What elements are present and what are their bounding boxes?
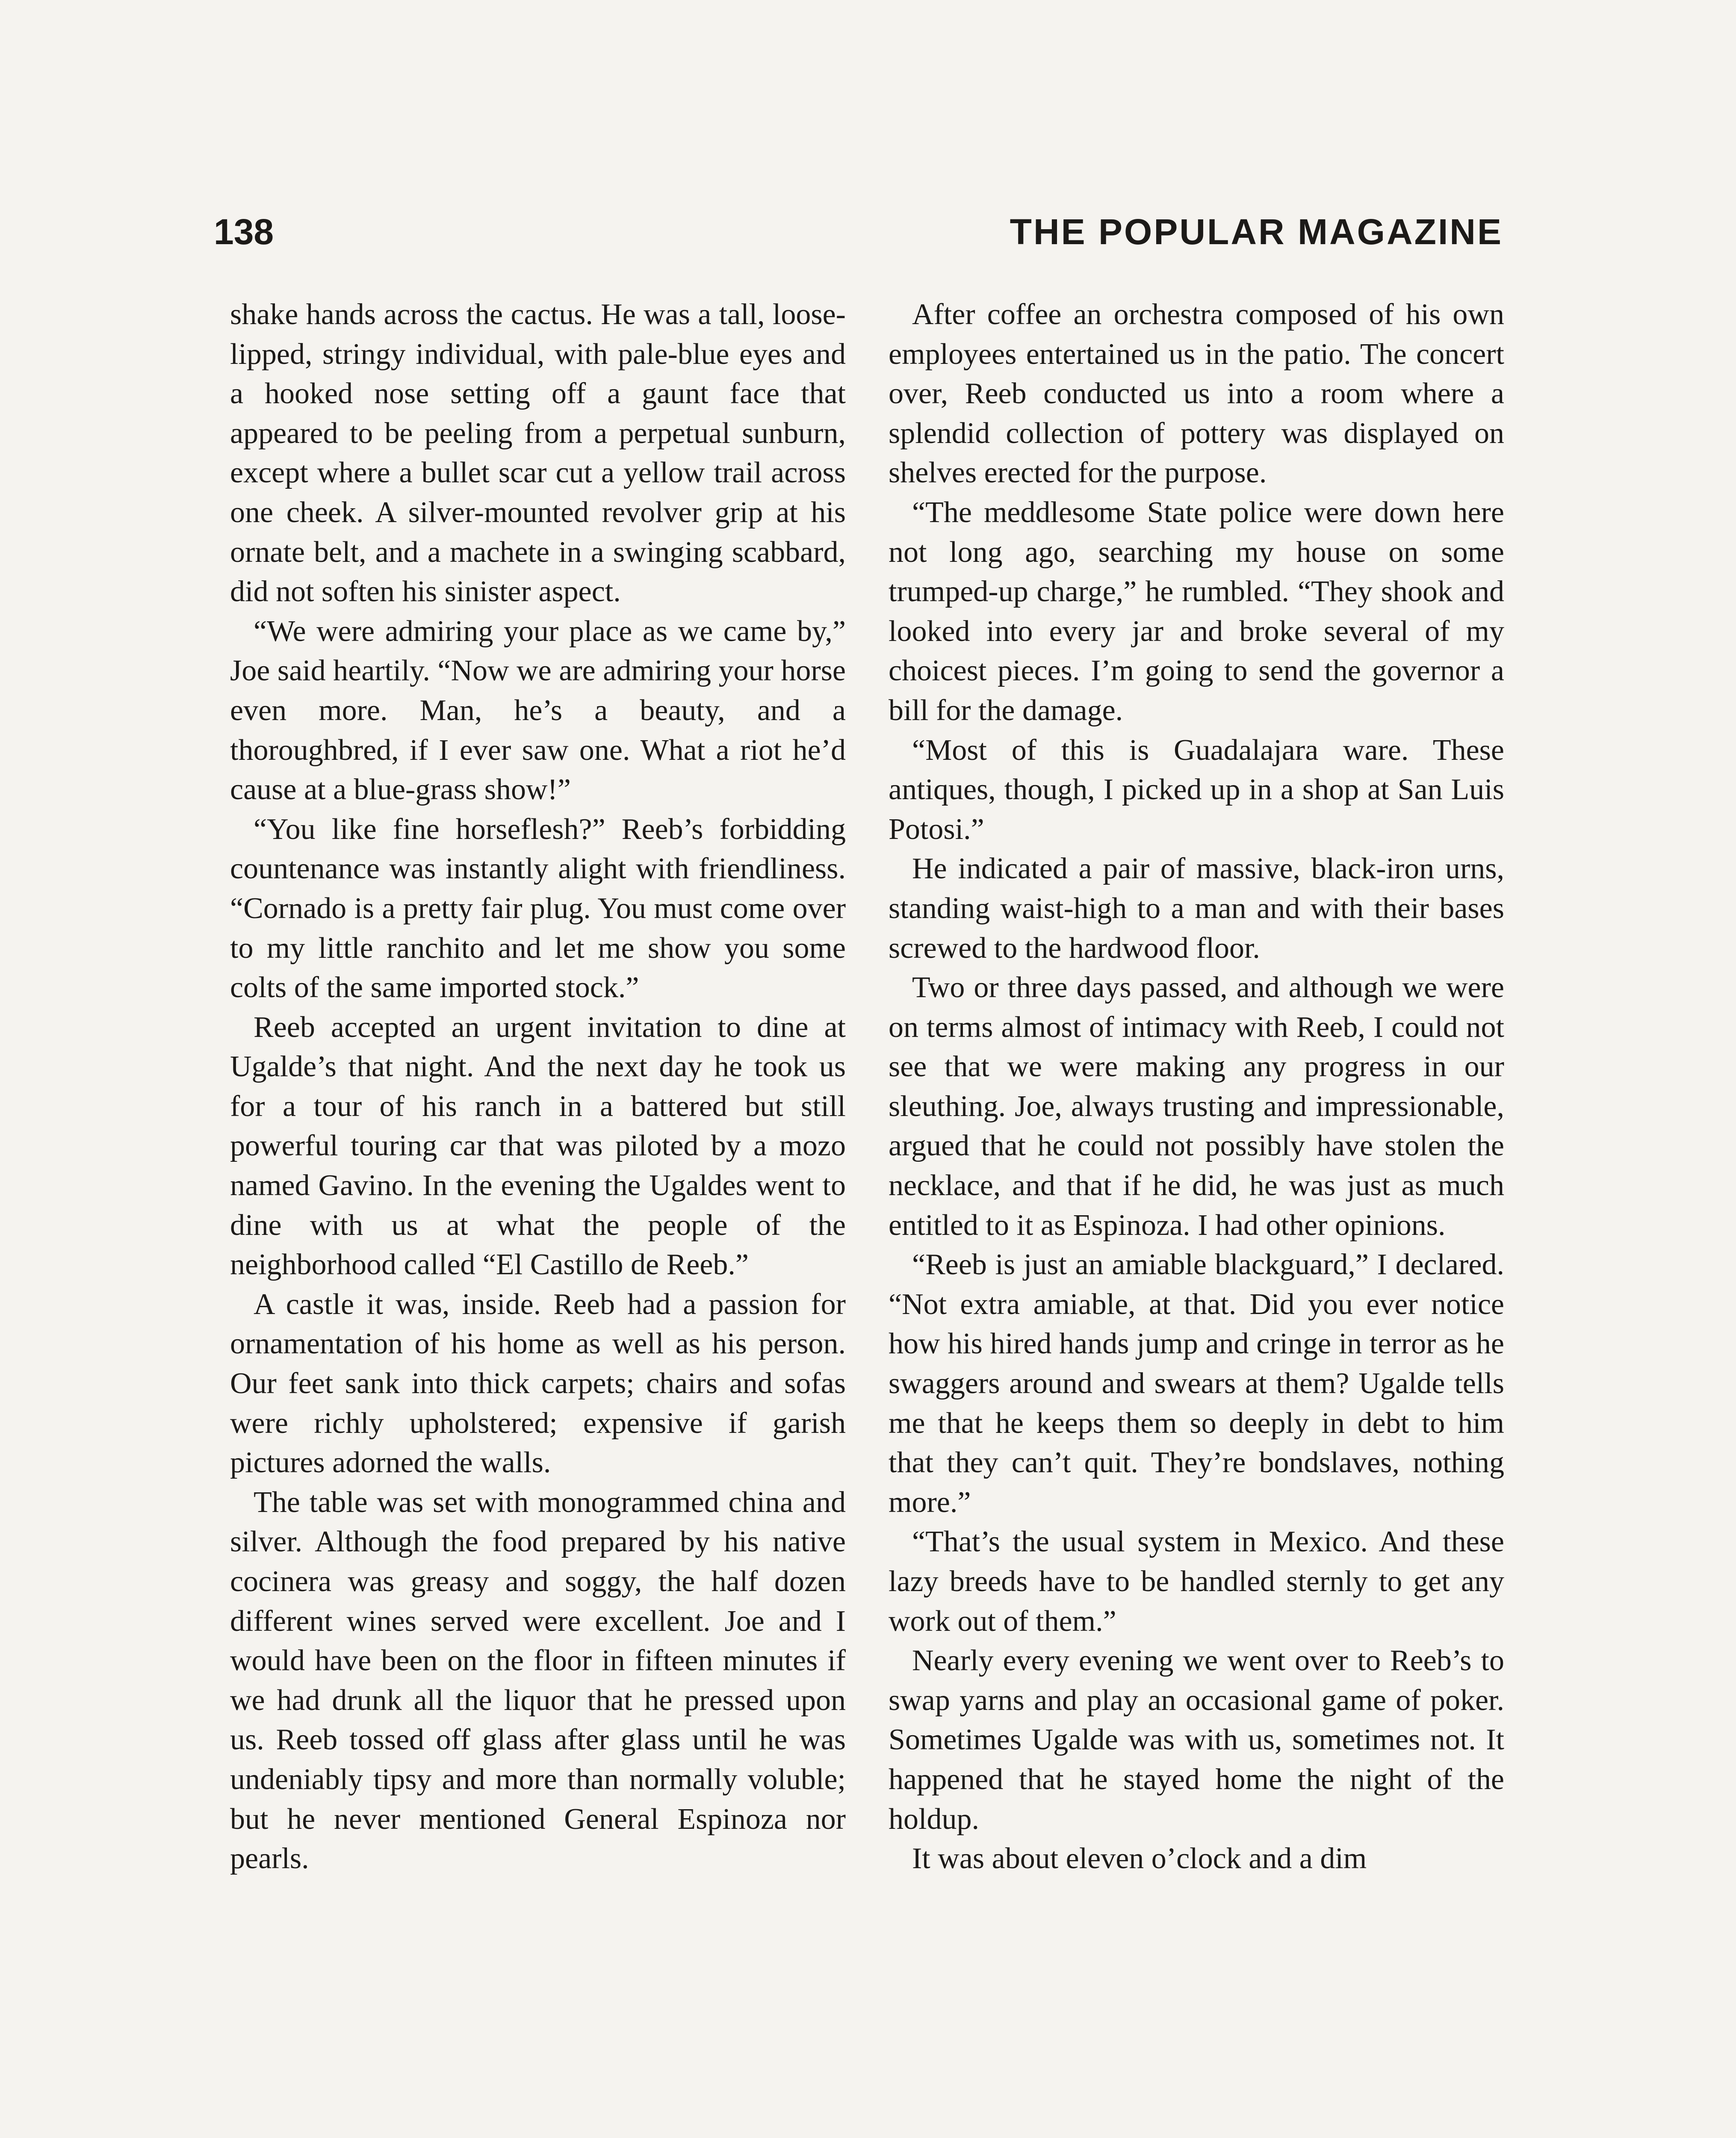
paragraph: shake hands across the cactus. He was a tall, loose-lipped, stringy individual, with pale-blue eyes and a hooked nose setting off a gaunt face that appeared to be peeling from a perpetual sunburn, except where a bullet scar cut a yellow trail across one cheek. A silver-mounted revolver grip at his ornate belt, and a machete in a swinging scabbard, did not soften his sinister aspect. (230, 298, 846, 608)
right-text-column (889, 295, 1504, 1879)
paragraph: Two or three days passed, and although we were on terms almost of intimacy with Reeb, I could not see that we were making any progress in our sleuthing. Joe, always trusting and impressionable, argued that he could not possibly have stolen the necklace, and that if he did, he was just as much entitled to it as Espinoza. I had other opinions. (889, 971, 1504, 1242)
paragraph: “That’s the usual system in Mexico. And these lazy breeds have to be handled sternly to get any work out of them.” (889, 1525, 1504, 1638)
paragraph: “You like fine horseflesh?” Reeb’s forbidding countenance was instantly alight with friendliness. “Cornado is a pretty fair plug. You must come over to my little ranchito and let me show you some colts of the same imported stock.” (230, 812, 846, 1004)
paragraph: “The meddlesome State police were down here not long ago, searching my house on some trumped-up charge,” he rumbled. “They shook and looked into every jar and broke several of my choicest pieces. I’m going to send the governor a bill for the damage. (889, 496, 1504, 727)
left-text-column (230, 295, 846, 1879)
paragraph: A castle it was, inside. Reeb had a passion for ornamentation of his home as well as his person. Our feet sank into thick carpets; chairs and sofas were richly upholstered; expensive if garish pictures adorned the walls. (230, 1288, 846, 1479)
paragraph: He indicated a pair of massive, black-iron urns, standing waist-high to a man and with their bases screwed to the hardwood floor. (889, 852, 1504, 965)
paragraph: “Most of this is Guadalajara ware. These antiques, though, I picked up in a shop at San Luis Potosi.” (889, 733, 1504, 846)
paragraph: Nearly every evening we went over to Reeb’s to swap yarns and play an occasional game of poker. Sometimes Ugalde was with us, sometimes not. It happened that he stayed home the night of the holdup. (889, 1644, 1504, 1836)
paragraph: After coffee an orchestra composed of his own employees entertained us in the patio. The concert over, Reeb conducted us into a room where a splendid collection of pottery was displayed on shelves erected for the purpose. (889, 298, 1504, 490)
page-number: 138 (214, 212, 274, 252)
running-head: THE POPULAR MAGAZINE (1010, 212, 1503, 252)
paragraph: Reeb accepted an urgent invitation to dine at Ugalde’s that night. And the next day he took us for a tour of his ranch in a battered but still powerful touring car that was piloted by a mozo named Gavino. In the evening the Ugaldes went to dine with us at what the people of the neighborhood called “El Castillo de Reeb.” (230, 1010, 846, 1282)
paragraph: “We were admiring your place as we came by,” Joe said heartily. “Now we are admiring your horse even more. Man, he’s a beauty, and a thoroughbred, if I ever saw one. What a riot he’d cause at a blue-grass show!” (230, 614, 846, 806)
paragraph: The table was set with monogrammed china and silver. Although the food prepared by his native cocinera was greasy and soggy, the half dozen different wines served were excellent. Joe and I would have been on the floor in fifteen minutes if we had drunk all the liquor that he pressed upon us. Reeb tossed off glass after glass until he was undeniably tipsy and more than normally voluble; but he never mentioned General Espinoza nor pearls. (230, 1485, 846, 1875)
paragraph: It was about eleven o’clock and a dim (912, 1842, 1367, 1875)
paragraph: “Reeb is just an amiable blackguard,” I declared. “Not extra amiable, at that. Did you ever notice how his hired hands jump and cringe in terror as he swaggers around and swears at them? Ugalde tells me that he keeps them so deeply in debt to him that they can’t quit. They’re bondslaves, nothing more.” (889, 1248, 1504, 1519)
